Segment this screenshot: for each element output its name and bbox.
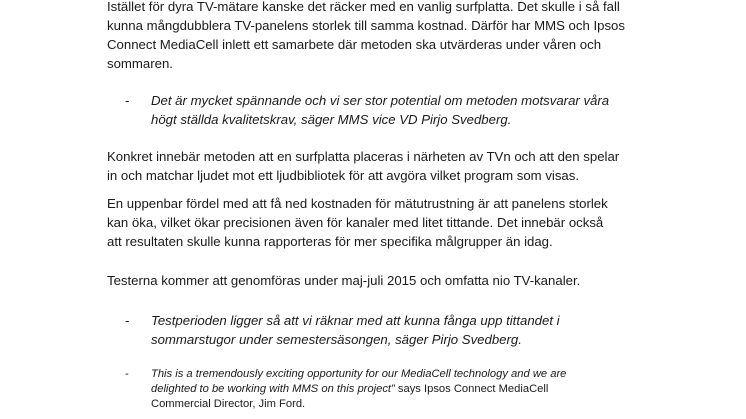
paragraph-intro: Istället för dyra TV-mätare kanske det räcker med en vanlig surfplatta. Det skulle i så fall kunna mångdubblera TV-panelens storlek till samma kostnad. Därför har MMS och Ipsos Connect MediaCell inlett ett samarbete där metoden ska utvärderas under våren och sommaren.: [107, 0, 625, 71]
quote-ipsos: [125, 367, 645, 412]
quote-text: Det är mycket spännande och vi ser stor potential om metoden motsvarar våra högt ställda kvalitetskrav, säger MMS vice VD Pirjo Svedberg.: [151, 93, 610, 127]
quote-dash: -: [125, 93, 130, 108]
quote-svedberg: [125, 311, 645, 349]
paragraph-method: Konkret innebär metoden att en surfplatta placeras i närheten av TVn och att den spelar in och matchar ljudet mot ett ljudbibliotek för att avgöra vilket program som visas.: [107, 149, 620, 183]
paragraph-tests: Testerna kommer att genomföras under maj-juli 2015 och omfatta nio TV-kanaler.: [107, 273, 581, 288]
quote-dash: -: [125, 313, 130, 328]
quote-text: Testperioden ligger så att vi räknar med att kunna fånga upp tittandet i sommarstugor under semestersäsongen, säger Pirjo Svedberg.: [151, 313, 560, 347]
paragraph-advantage: En uppenbar fördel med att få ned kostnaden för mätutrustning är att panelens storlek kan öka, vilket ökar precisionen även för kanaler med litet tittande. Det innebär också att resultaten skulle kunna rapporteras för mer specifika målgrupper än idag.: [107, 196, 608, 249]
quote-attribution: says Ipsos Connect MediaCell Commercial Director, Jim Ford.: [151, 383, 549, 410]
quote-dash: -: [125, 368, 129, 380]
quote-text: [151, 367, 566, 412]
quote-italic-text: This is a tremendously exciting opportunity for our MediaCell technology and we are delighted to be working with MMS on this project”: [151, 368, 567, 395]
quote-mms: [125, 91, 645, 129]
